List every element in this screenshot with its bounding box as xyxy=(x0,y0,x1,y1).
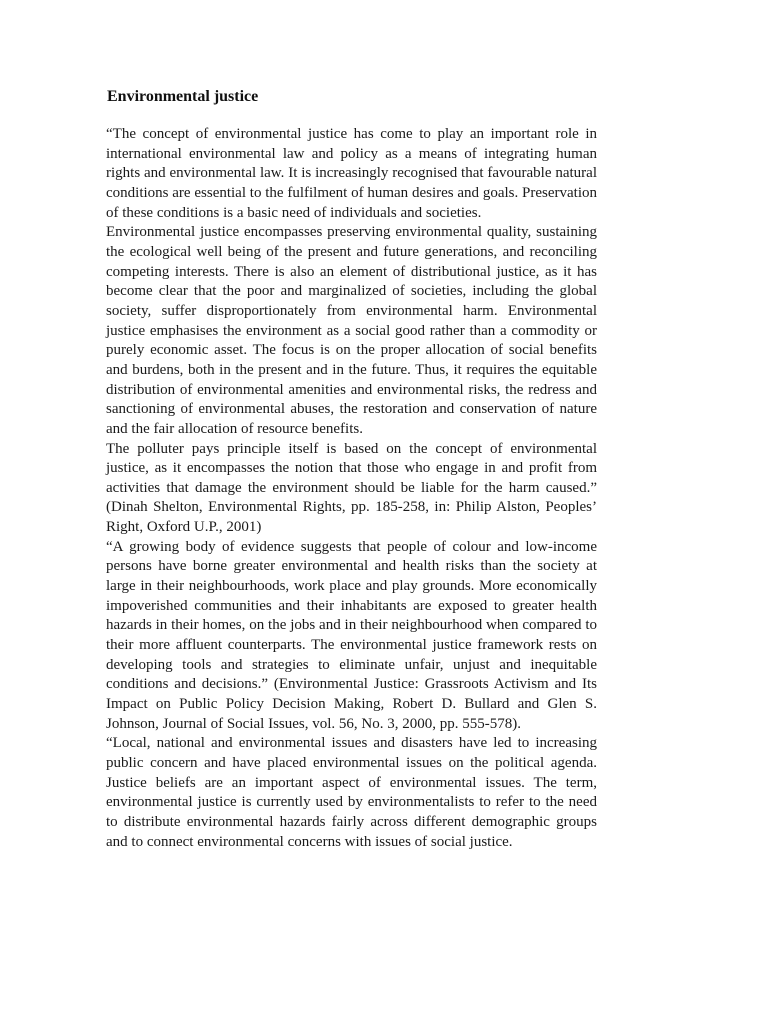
paragraph-polluter-pays: The polluter pays principle itself is based on the concept of environmental justice, as it encompasses the notion that those who engage in and profit from activities that damage the environment should be liable for the harm caused.” (Dinah Shelton, Environmental Rights, pp. 185-258, in: Philip Alston, Peoples’ Right, Oxford U.P., 2001) xyxy=(106,440,597,536)
document-title: Environmental justice xyxy=(107,88,259,105)
paragraph-local-national: “Local, national and environmental issues and disasters have led to increasing public concern and have placed environmental issues on the political agenda. Justice beliefs are an important aspect of environmental issues. The term, environmental justice is currently used by environmentalists to refer to the need to distribute environmental hazards fairly across different demographic groups and to connect environmental concerns with issues of social justice. xyxy=(106,735,597,850)
paragraph-encompasses: Environmental justice encompasses preserving environmental quality, sustaining the ecological well being of the present and future generations, and reconciling competing interests. There is also an element of distributional justice, as it has become clear that the poor and marginalized of societies, including the global society, suffer disproportionately from environmental harm. Environmental justice emphasises the environment as a social good rather than a commodity or purely economic asset. The focus is on the proper allocation of social benefits and burdens, both in the present and in the future. Thus, it requires the equitable distribution of environmental amenities and environmental risks, the redress and sanctioning of environmental abuses, the restoration and conservation of nature and the fair allocation of resource benefits. xyxy=(106,224,597,437)
paragraph-concept: “The concept of environmental justice has come to play an important role in international environmental law and policy as a means of integrating human rights and environmental law. It is increasingly recognised that favourable natural conditions are essential to the fulfilment of human desires and goals. Preservation of these conditions is a basic need of individuals and societies. xyxy=(106,126,597,221)
paragraph-growing-evidence: “A growing body of evidence suggests that people of colour and low-income persons have borne greater environmental and health risks than the society at large in their neighbourhoods, work place and play grounds. More economically impoverished communities and their inhabitants are exposed to greater health hazards in their homes, on the jobs and in their neighbourhood when compared to their more affluent counterparts. The environmental justice framework rests on developing tools and strategies to eliminate unfair, unjust and inequitable conditions and decisions.” (Environmental Justice: Grassroots Activism and Its Impact on Public Policy Decision Making, Robert D. Bullard and Glen S. Johnson, Journal of Social Issues, vol. 56, No. 3, 2000, pp. 555-578). xyxy=(106,538,597,732)
document-body xyxy=(106,125,597,852)
